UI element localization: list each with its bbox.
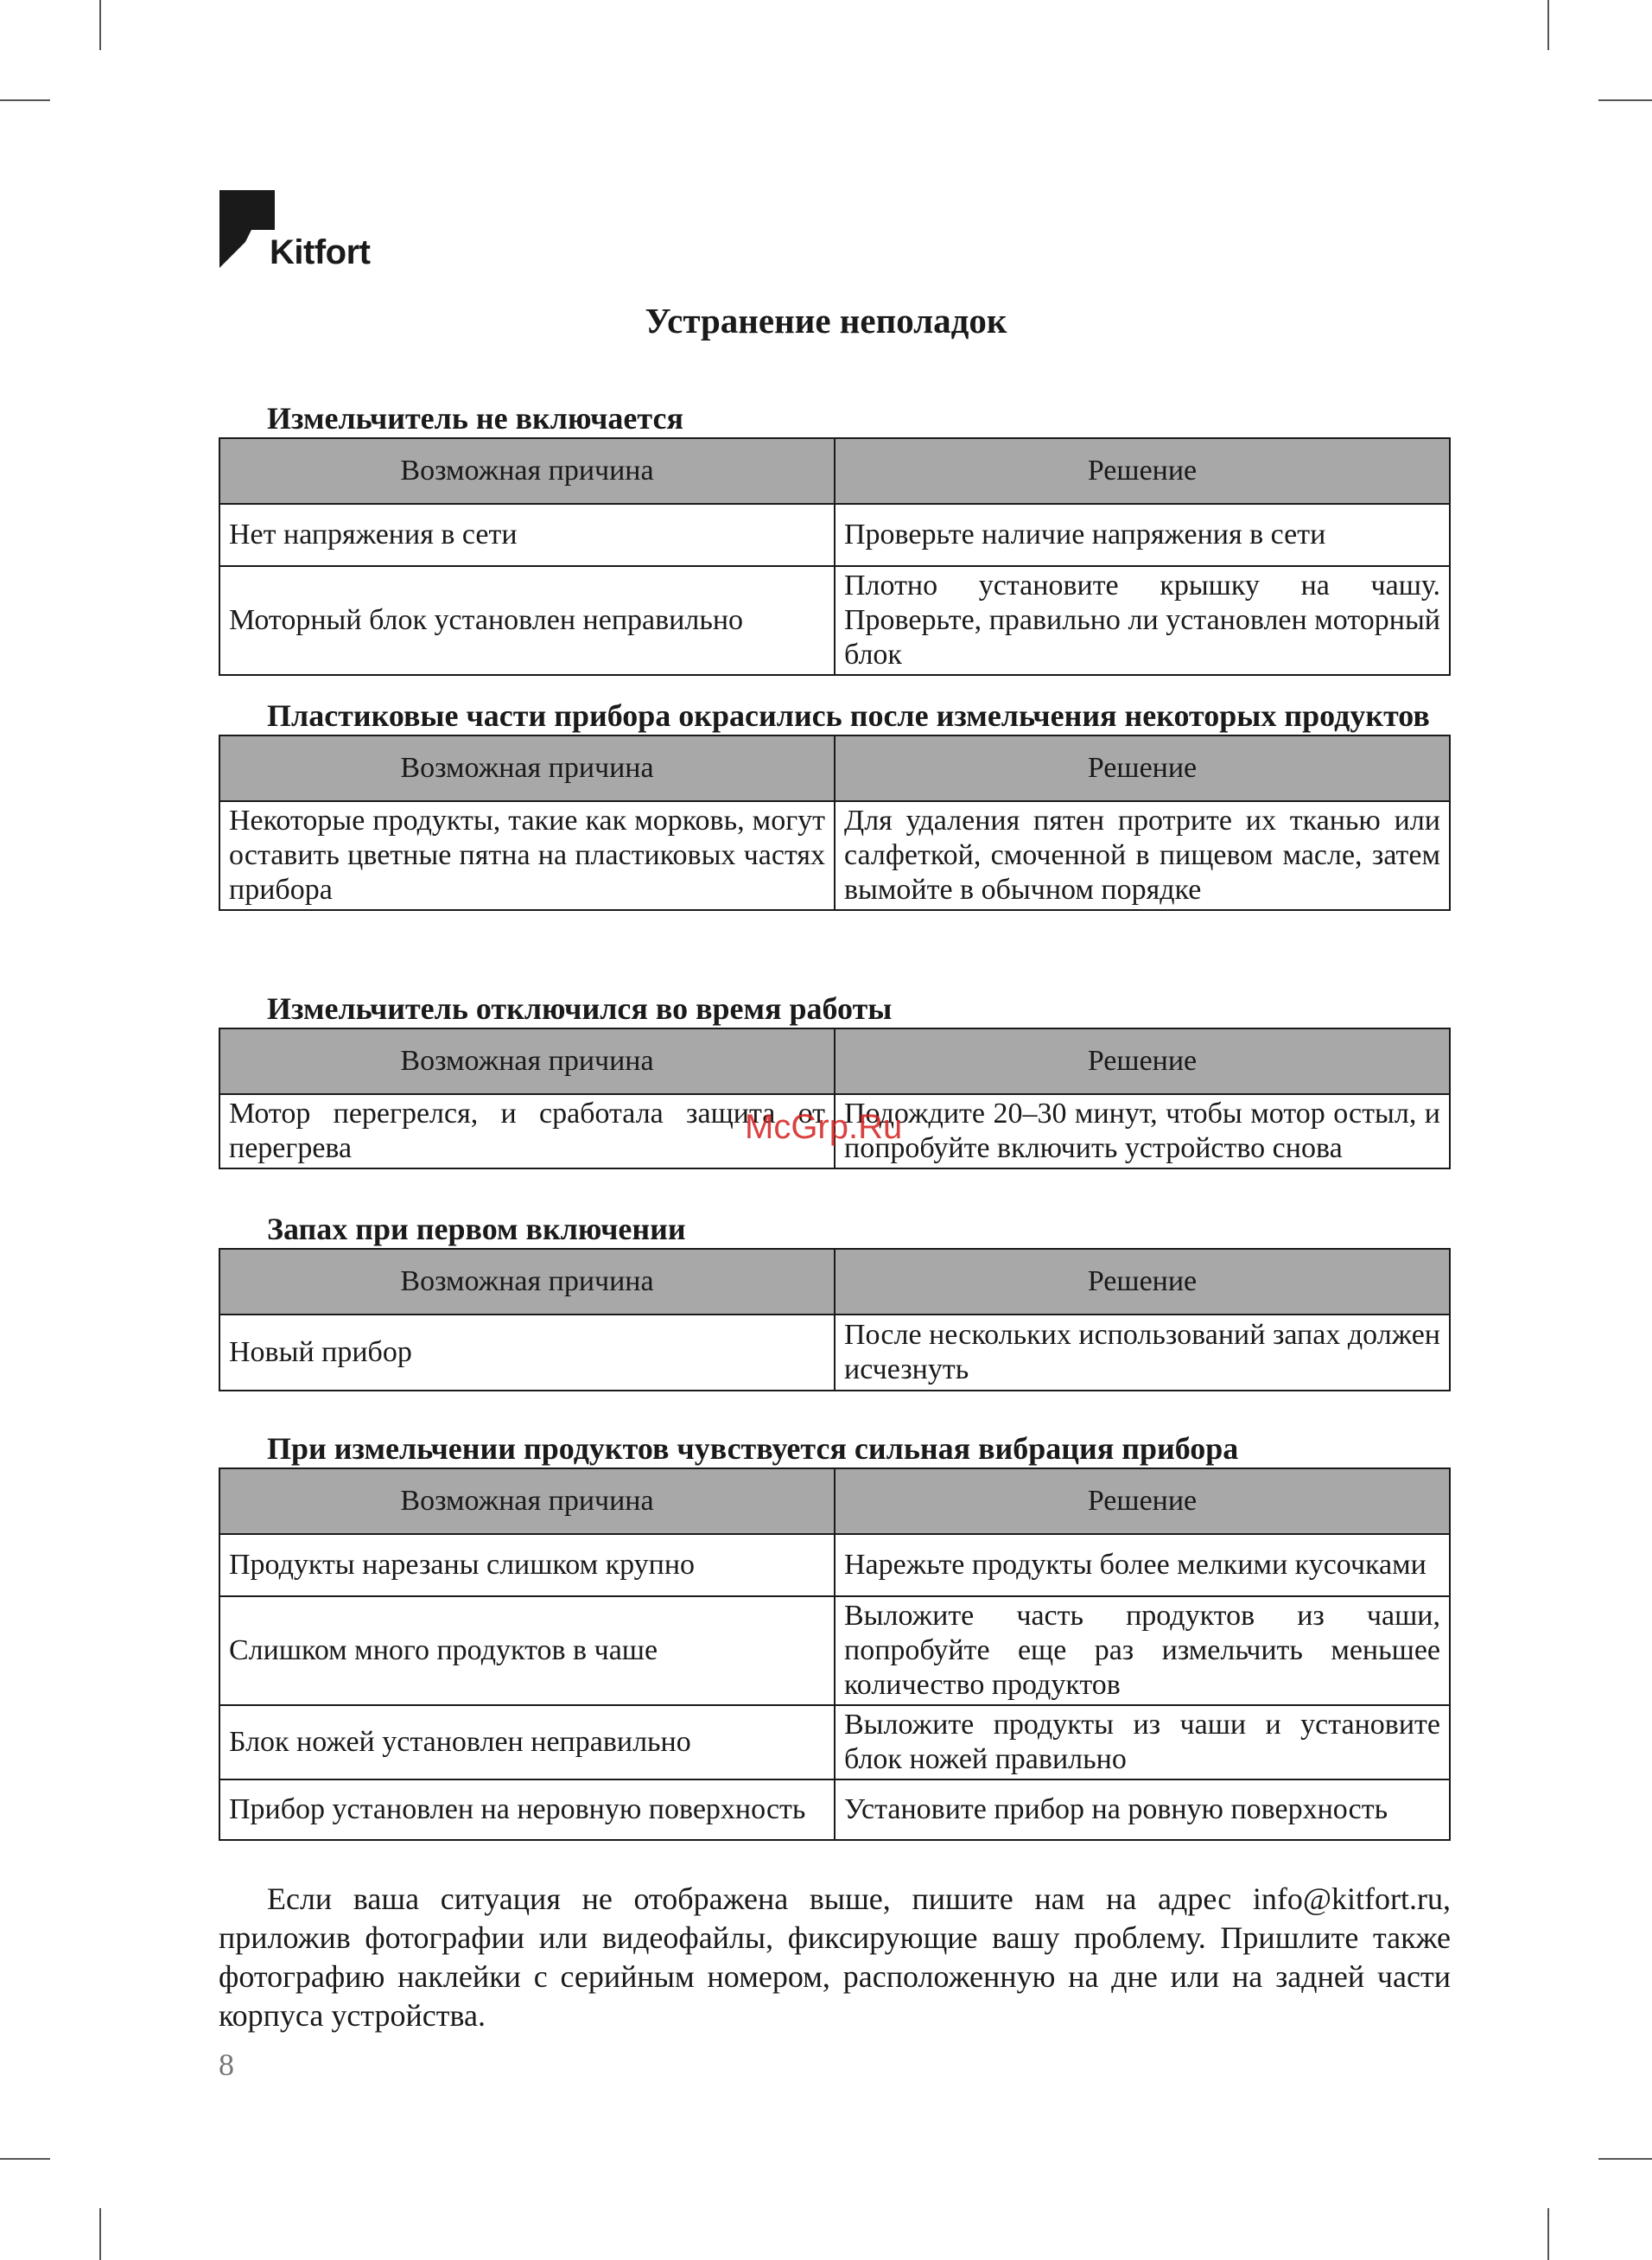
header-cause: Возможная причина bbox=[219, 735, 835, 801]
crop-mark bbox=[99, 0, 101, 50]
table-row bbox=[219, 1596, 1450, 1705]
section-not-starting bbox=[219, 399, 1451, 676]
solution-cell: Для удаления пятен протрите их тканью или салфеткой, смоченной в пищевом масле, затем вымойте в обычном порядке bbox=[835, 801, 1450, 910]
table-row bbox=[219, 1315, 1450, 1391]
section-title: Запах при первом включении bbox=[267, 1212, 686, 1246]
section-title: Пластиковые части прибора окрасились после измельчения некоторых продуктов bbox=[267, 698, 1430, 733]
table-header-row bbox=[219, 1468, 1450, 1534]
cause-cell: Слишком много продуктов в чаше bbox=[219, 1596, 835, 1705]
table-header-row bbox=[219, 735, 1450, 801]
solution-cell: Нарежьте продукты более мелкими кусочками bbox=[835, 1534, 1450, 1596]
section-title: Измельчитель отключился во время работы bbox=[267, 991, 893, 1026]
watermark: McGrp.Ru bbox=[745, 1108, 903, 1146]
troubleshooting-table bbox=[219, 1467, 1451, 1841]
header-cause: Возможная причина bbox=[219, 438, 835, 504]
crop-mark bbox=[1547, 0, 1549, 50]
table-header-row bbox=[219, 1249, 1450, 1315]
crop-mark bbox=[0, 99, 50, 101]
troubleshooting-table bbox=[219, 437, 1451, 676]
table-row bbox=[219, 1779, 1450, 1840]
crop-mark bbox=[1547, 2208, 1549, 2260]
troubleshooting-table bbox=[219, 1028, 1451, 1169]
table-row bbox=[219, 504, 1450, 566]
section-plastic-stains bbox=[219, 697, 1451, 911]
section-smell bbox=[219, 1210, 1451, 1391]
cause-cell: Блок ножей установлен неправильно bbox=[219, 1705, 835, 1779]
solution-cell: Выложите часть продуктов из чаши, попробуйте еще раз измельчить меньшее количество продуктов bbox=[835, 1596, 1450, 1705]
section-title: При измельчении продуктов чувствуется сильная вибрация прибора bbox=[267, 1431, 1239, 1466]
header-cause: Возможная причина bbox=[219, 1249, 835, 1315]
table-header-row bbox=[219, 438, 1450, 504]
cause-cell: Моторный блок установлен неправильно bbox=[219, 566, 835, 675]
section-title: Измельчитель не включается bbox=[267, 401, 683, 436]
cause-cell: Новый прибор bbox=[219, 1315, 835, 1391]
crop-mark bbox=[1598, 99, 1652, 101]
header-solution: Решение bbox=[835, 438, 1450, 504]
section-vibration bbox=[219, 1429, 1451, 1841]
cause-cell: Мотор перегрелся, и сработала защита от перегрева bbox=[219, 1094, 835, 1168]
troubleshooting-table bbox=[219, 1248, 1451, 1391]
cause-cell: Продукты нарезаны слишком крупно bbox=[219, 1534, 835, 1596]
solution-cell: Подождите 20–30 минут, чтобы мотор остыл, и попробуйте включить устройство снова bbox=[835, 1094, 1450, 1168]
crop-mark bbox=[1598, 2158, 1652, 2160]
cause-cell: Некоторые продукты, такие как морковь, могут оставить цветные пятна на пластиковых частях прибора bbox=[219, 801, 835, 910]
brand-logo bbox=[218, 188, 391, 275]
cause-cell: Прибор установлен на неровную поверхность bbox=[219, 1779, 835, 1840]
header-solution: Решение bbox=[835, 1028, 1450, 1094]
solution-cell: После нескольких использований запах должен исчезнуть bbox=[835, 1315, 1450, 1391]
crop-mark bbox=[99, 2208, 101, 2260]
solution-cell: Установите прибор на ровную поверхность bbox=[835, 1779, 1450, 1840]
brand-name: Kitfort bbox=[270, 233, 371, 271]
header-cause: Возможная причина bbox=[219, 1028, 835, 1094]
table-row bbox=[219, 801, 1450, 910]
table-row bbox=[219, 1534, 1450, 1596]
cause-cell: Нет напряжения в сети bbox=[219, 504, 835, 566]
troubleshooting-table bbox=[219, 735, 1451, 911]
header-solution: Решение bbox=[835, 1249, 1450, 1315]
table-header-row bbox=[219, 1028, 1450, 1094]
header-solution: Решение bbox=[835, 735, 1450, 801]
solution-cell: Проверьте наличие напряжения в сети bbox=[835, 504, 1450, 566]
header-cause: Возможная причина bbox=[219, 1468, 835, 1534]
solution-cell: Выложите продукты из чаши и установите блок ножей правильно bbox=[835, 1705, 1450, 1779]
page-title: Устранение неполадок bbox=[645, 301, 1007, 341]
contact-paragraph: Если ваша ситуация не отображена выше, пишите нам на адрес info@kitfort.ru, приложив фотографии или видеофайлы, фиксирующие вашу проблему. Пришлите также фотографию наклейки с серийным номером, расположенную на дне или на задней части корпуса устройства. bbox=[219, 1881, 1451, 2033]
table-row bbox=[219, 566, 1450, 675]
header-solution: Решение bbox=[835, 1468, 1450, 1534]
solution-cell: Плотно установите крышку на чашу. Проверьте, правильно ли установлен моторный блок bbox=[835, 566, 1450, 675]
page-number: 8 bbox=[219, 2047, 234, 2082]
table-row bbox=[219, 1705, 1450, 1779]
crop-mark bbox=[0, 2158, 50, 2160]
